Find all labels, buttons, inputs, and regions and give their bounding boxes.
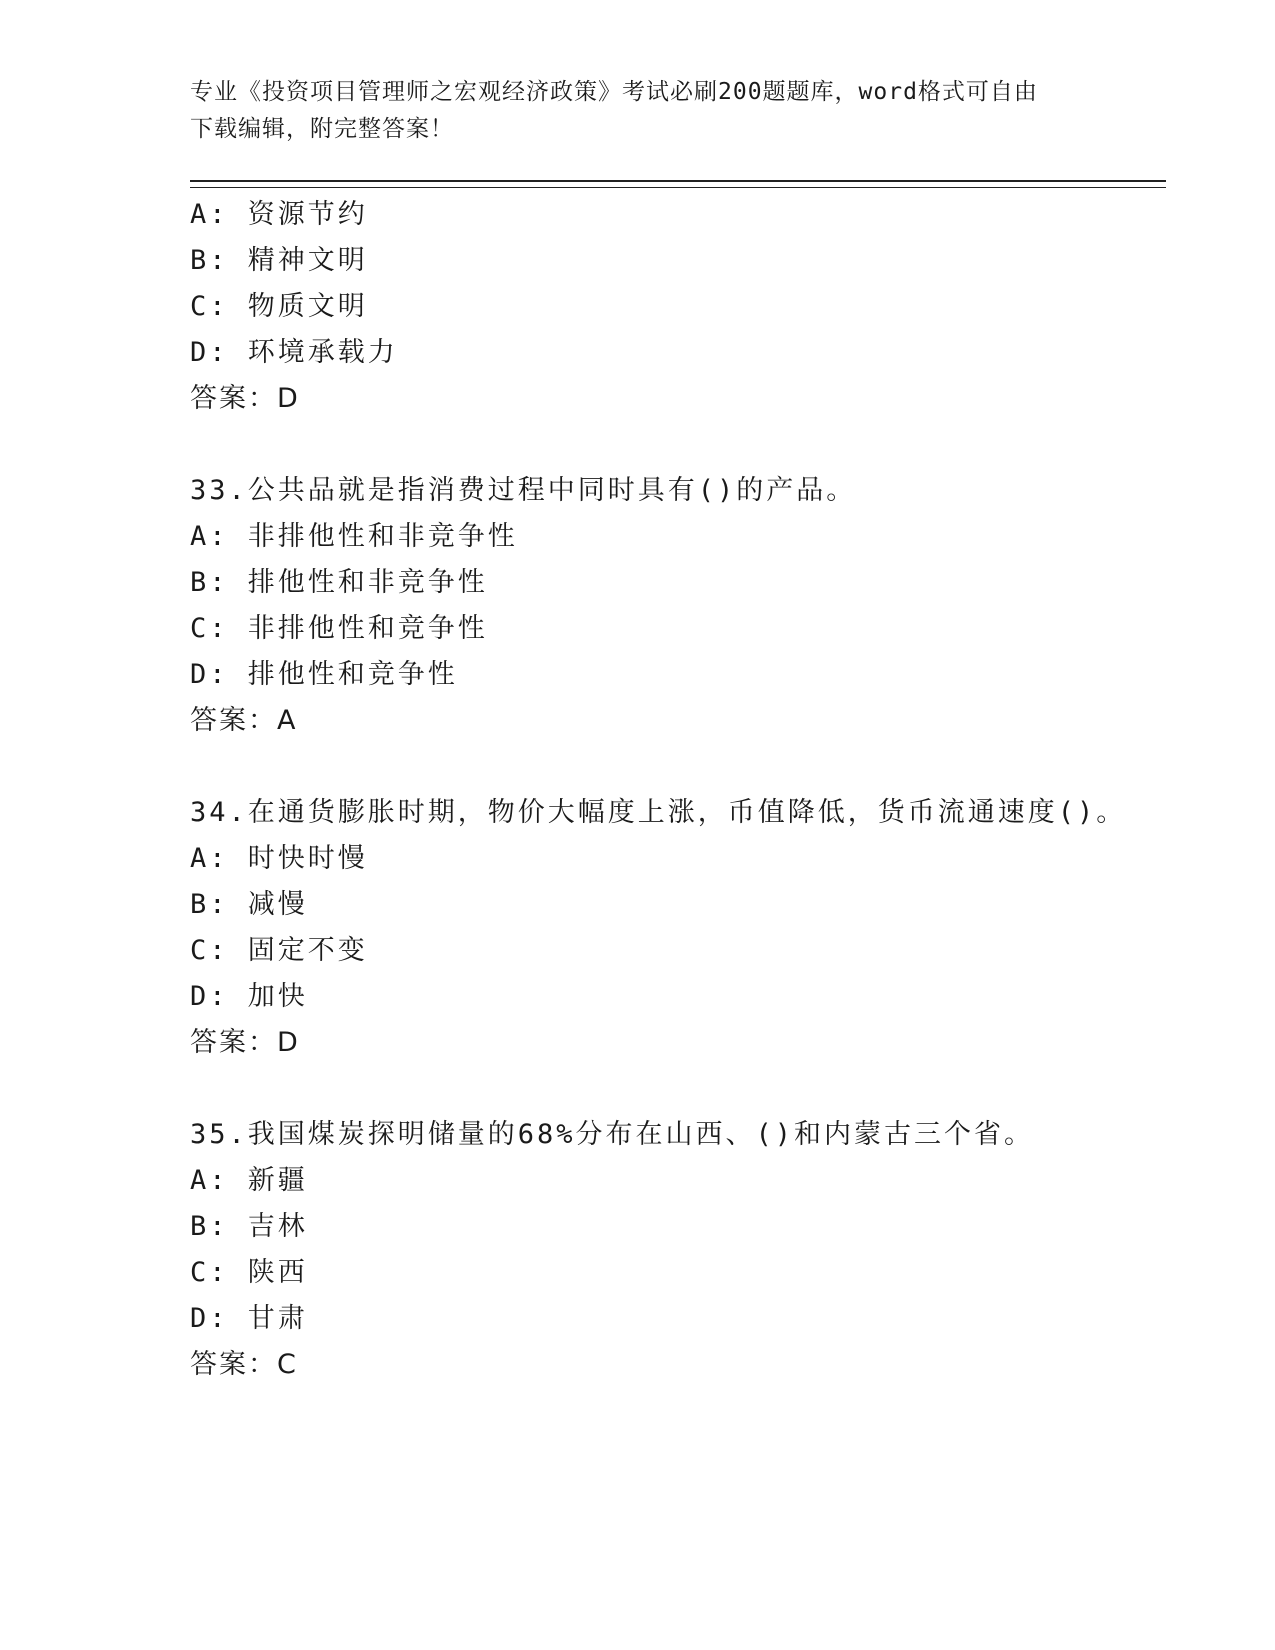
option-a: A: 资源节约 bbox=[190, 199, 368, 230]
header-divider bbox=[190, 180, 1166, 188]
option-b: B: 排他性和非竞争性 bbox=[190, 567, 488, 598]
option-d: D: 甘肃 bbox=[190, 1303, 308, 1334]
question-text: 34.在通货膨胀时期，物价大幅度上涨，币值降低，货币流通速度()。 bbox=[190, 797, 1127, 828]
option-a: A: 新疆 bbox=[190, 1165, 308, 1196]
option-a: A: 非排他性和非竞争性 bbox=[190, 521, 518, 552]
answer: 答案：C bbox=[190, 1349, 298, 1380]
document-header bbox=[190, 74, 1090, 148]
question-text: 35.我国煤炭探明储量的68%分布在山西、()和内蒙古三个省。 bbox=[190, 1119, 1035, 1150]
option-c: C: 物质文明 bbox=[190, 291, 368, 322]
option-b: B: 精神文明 bbox=[190, 245, 368, 276]
question-list bbox=[190, 192, 1170, 1388]
option-a: A: 时快时慢 bbox=[190, 843, 368, 874]
header-line-2: 下载编辑，附完整答案！ bbox=[190, 116, 454, 142]
question-block-35 bbox=[190, 1112, 1170, 1388]
option-c: C: 非排他性和竞争性 bbox=[190, 613, 488, 644]
question-block-34 bbox=[190, 790, 1170, 1066]
option-b: B: 减慢 bbox=[190, 889, 308, 920]
question-block-33 bbox=[190, 468, 1170, 744]
answer: 答案：A bbox=[190, 705, 298, 736]
question-text: 33.公共品就是指消费过程中同时具有()的产品。 bbox=[190, 475, 857, 506]
answer: 答案：D bbox=[190, 1027, 300, 1058]
question-block-prev bbox=[190, 192, 1170, 422]
option-d: D: 加快 bbox=[190, 981, 308, 1012]
option-c: C: 陕西 bbox=[190, 1257, 308, 1288]
option-d: D: 环境承载力 bbox=[190, 337, 398, 368]
option-d: D: 排他性和竞争性 bbox=[190, 659, 458, 690]
answer: 答案：D bbox=[190, 383, 300, 414]
option-c: C: 固定不变 bbox=[190, 935, 368, 966]
header-line-1: 专业《投资项目管理师之宏观经济政策》考试必刷200题题库，word格式可自由 bbox=[190, 79, 1038, 105]
option-b: B: 吉林 bbox=[190, 1211, 308, 1242]
